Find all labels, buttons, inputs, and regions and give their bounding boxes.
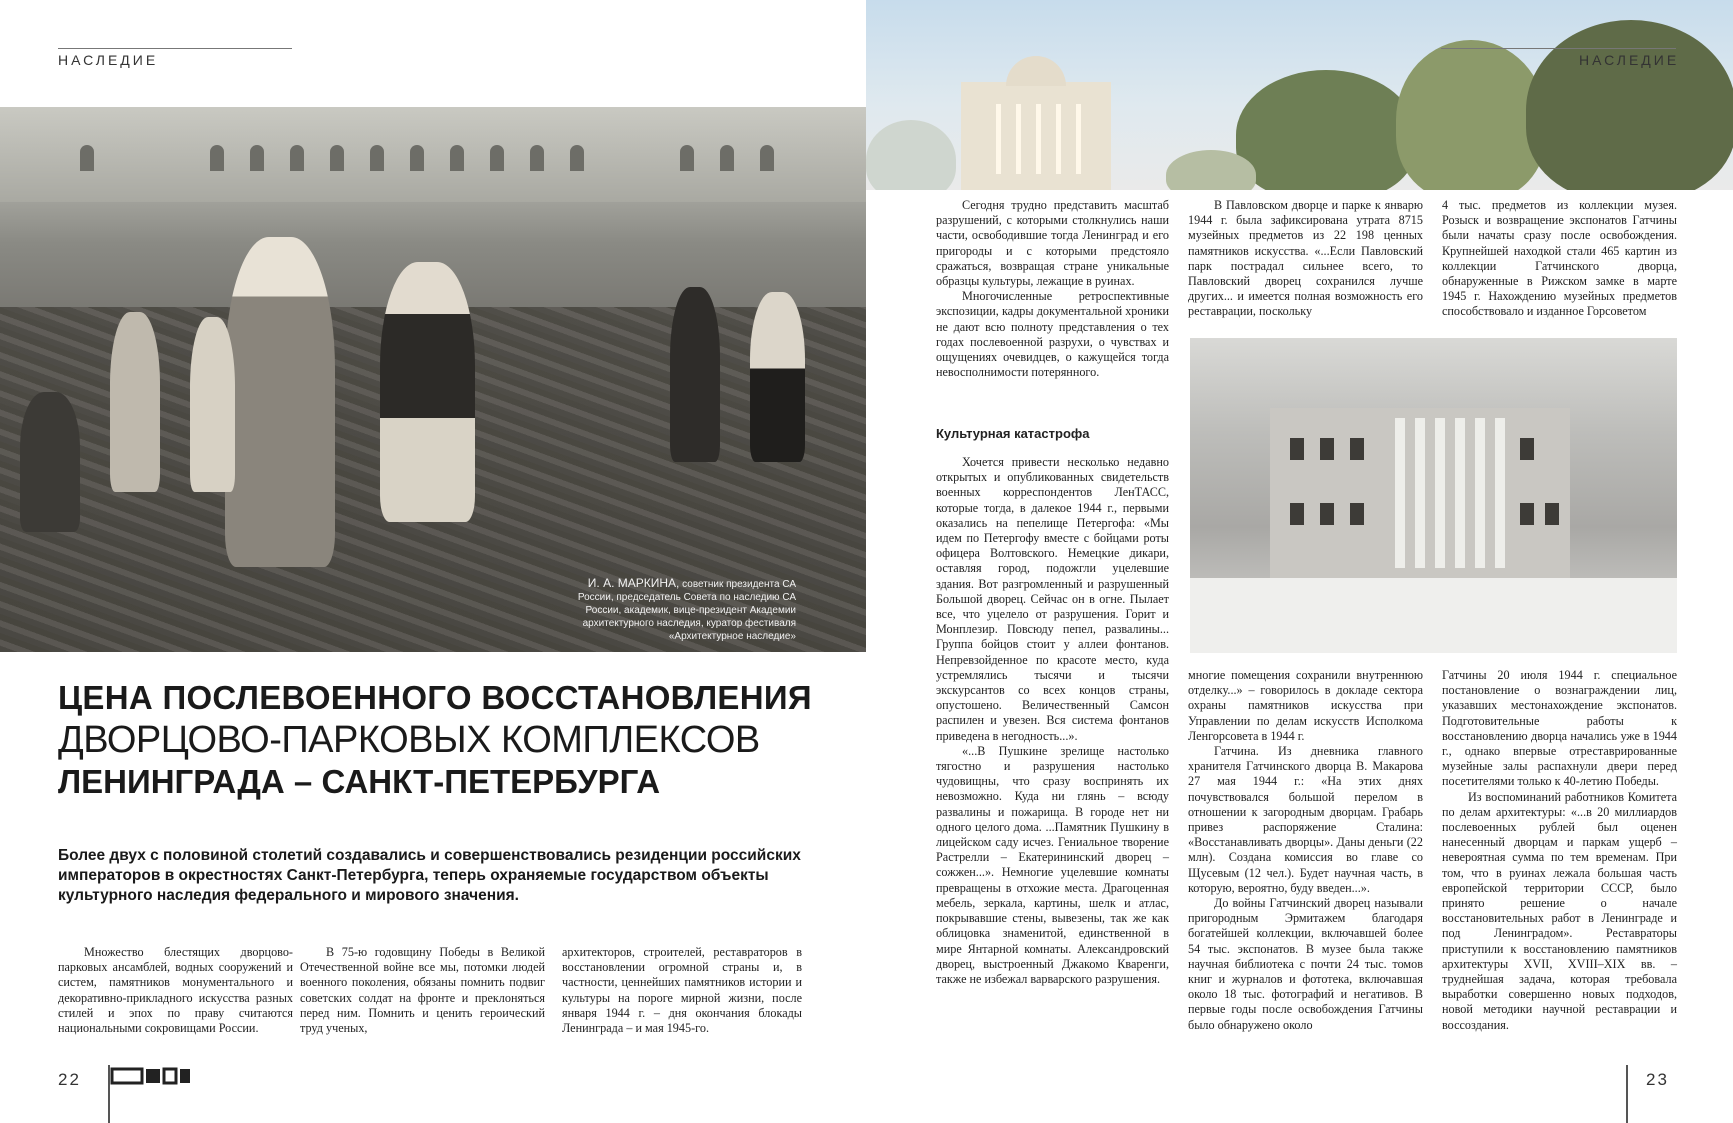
left-page — [0, 0, 866, 1123]
section-rule — [1441, 48, 1676, 49]
tree-shape — [1396, 40, 1546, 190]
headline-line-2: ДВОРЦОВО-ПАРКОВЫХ КОМПЛЕКСОВ — [58, 719, 760, 761]
worker-figure — [225, 237, 335, 567]
column-2-body: многие помещения сохранили внутреннюю отделку...» – говорилось в докладе сектора охраны памятников искусства при Управлении по делам искусств Исполкома Ленгорсовета в 1944 г. Гатчина. Из дневника главного хранителя Гатчинского дворца В. Макарова 27 мая 1944 г.: «На этих днях почувствовался большой перелом в отношении к загородным дворцам. Грабарь привез распоряжение Сталина: «Восстанавливать дворцы». Даны деньги (22 млн). Создана комиссия во главе со Щусевым (12 чел.). Будет научная часть, в которую, вероятно, буду введен...». До войны Гатчинский дворец называли пригородным Эрмитажем благодаря богатейшей коллекции, включавшей более 54 тыс. экспонатов. В музее была также научная библиотека с почти 24 тыс. томов книг и журналов и фототека, включавшая около 18 тыс. фотографий и негативов. В первые годы после освобождения Гатчины было обнаружено около — [1188, 668, 1423, 1032]
magazine-logo — [110, 1065, 194, 1087]
column-3-body: Гатчины 20 июля 1944 г. специальное постановление о вознаграждении лиц, указавших местонахождение экспонатов. Подготовительные работы к восстановлению дворца начались уже в 1944 г., однако впервые отреставрированные музейные залы распахнули двери перед посетителями только к 40-летию Победы. Из воспоминаний работников Комитета по делам архитектуры: «...в 20 миллиардов послевоенных рублей был оценен нанесенный дворцам и паркам ущерб – невероятная сумма по тем временам. При том, что в руинах лежала большая часть европейской территории СССР, было принято решение о начале восстановительных работ в Ленинграде и под Ленинградом». Реставраторы приступили к восстановлению памятников архитектуры XVII, XVIII–XIX вв. – труднейшая задача, которая требовала выработки совершенно новых подходов, новой методики научной реставрации и воссоздания. — [1442, 668, 1677, 1032]
tree-shape — [866, 120, 956, 190]
worker-figure — [670, 287, 720, 462]
body-column-2: В 75-ю годовщину Победы в Великой Отечественной войне все мы, потомки людей военного поколения, обязаны помнить подвиг советских солдат на фронте и преклоняться перед ним. Помнить и ценить героический труд ученых, — [300, 945, 545, 1036]
tree-shape — [1236, 70, 1416, 190]
gatchina-ruins-photo — [1190, 338, 1677, 653]
hero-photo — [0, 107, 866, 652]
page-number: 23 — [1646, 1070, 1669, 1089]
worker-figure — [20, 392, 80, 532]
column-2-top: В Павловском дворце и парке к январю 1944 г. была зафиксирована утрата 8715 музейных предметов из 22 198 ценных памятников искусства. «...Если Павловский парк пострадал сильнее всего, то Павловский дворец сохранился лучше других... и имеется полная возможность его реставрации, поскольку — [1188, 198, 1423, 319]
palace-facade — [961, 82, 1111, 190]
worker-figure — [380, 262, 475, 522]
caption-text: советник президента СА России, председатель Совета по наследию СА России, академик, вице-президент Академии архитектурного наследия, куратор фестиваля «Архитектурное наследие» — [577, 579, 796, 642]
body-column-1: Множество блестящих дворцово-парковых ансамблей, водных сооружений и систем, памятников монументального и декоративно-прикладного искусства разных стилей и эпох по праву считаются национальными сокровищами России. — [58, 945, 293, 1036]
worker-figure — [190, 317, 235, 492]
headline-line-3: ЛЕНИНГРАДА – САНКТ-ПЕТЕРБУРГА — [58, 763, 661, 800]
lead-paragraph: Более двух с половиной столетий создавались и совершенствовались резиденции российских императоров в окрестностях Санкт-Петербурга, теперь охраняемые государством объекты культурного наследия федерального и мирового значения. — [58, 847, 801, 904]
snow-foreground — [1190, 578, 1677, 653]
section-tag: НАСЛЕДИЕ — [1579, 52, 1680, 68]
tree-shape — [1526, 20, 1733, 190]
page-number: 22 — [58, 1070, 81, 1089]
column-1-body: Хочется привести несколько недавно открытых и опубликованных свидетельств военных корреспондентов ЛенТАСС, которые тогда, в далекое 1944 г., первыми оказались на пепелище Петергофа: «Мы идем по Петергофу вместе с бойцами роты офицера Волтовского. Немецкие дикари, оставляя город, подожгли уцелевшие здания. Вот разгромленный и разрушенный Большой дворец. Сейчас он в огне. Пылает все, что уцелело от разрушения. Горит и Монплезир. Повсюду пепел, развалины... Группа бойцов стоит у аллеи фонтанов. Непревзойденное по красоте место, куда устремлялись тысячи и тысячи экскурсантов со всех концов страны, опустошено. Величественный Самсон распилен и увезен. Вся система фонтанов приведена в негодность...». «...В Пушкине зрелище настолько тягостно и разрушения настолько чудовищны, что сразу воспринять их невозможно. Куда ни глянь – всюду развалины и пожарища. В городе нет ни одного целого дома. ...Памятник Пушкину в лицейском саду исчез. Гениальное творение Растрелли – Екатерининский дворец – сожжен...». Немногие уцелевшие комнаты превращены в отхожие места. Драгоценная мебель, зеркала, картины, шелк и атлас, покрывавшие стены, вывезены, так же как облицовка знаменитой, единственной в мире Янтарной комнаты. Александровский дворец, выстроенный Джакомо Кваренги, также не избежал варварского разрушения. — [936, 455, 1169, 986]
photo-caption — [560, 577, 796, 643]
subhead: Культурная катастрофа — [936, 426, 1090, 441]
footer-rule — [1626, 1065, 1628, 1123]
section-tag: НАСЛЕДИЕ — [58, 52, 159, 68]
headline-line-1: ЦЕНА ПОСЛЕВОЕННОГО ВОССТАНОВЛЕНИЯ — [58, 679, 812, 716]
worker-figure — [110, 312, 160, 492]
caption-name: И. А. МАРКИНА, — [587, 576, 680, 590]
body-column-3: архитекторов, строителей, реставраторов в восстановлении огромной страны и, в частности, ценнейших памятников истории и культуры на пороге мирной жизни, после января 1944 г. – дня окончания блокады Ленинграда – и мая 1945-го. — [562, 945, 802, 1036]
article-headline — [58, 678, 812, 802]
palace-background — [0, 107, 866, 202]
section-rule — [58, 48, 292, 49]
pavlovsk-palace-photo — [866, 0, 1733, 190]
column-3-top: 4 тыс. предметов из коллекции музея. Розыск и возвращение экспонатов Гатчины были начаты сразу после освобождения. Крупнейшей находкой стали 465 картин из коллекции Гатчинского дворца, обнаруженные в Рижском замке в марте 1945 г. Нахождению музейных предметов способствовало и изданное Горсоветом — [1442, 198, 1677, 319]
column-1-top: Сегодня трудно представить масштаб разрушений, с которыми столкнулись наши части, освободившие тогда Ленинград и его пригороды и с которыми предстояло сражаться, возвращая стране уникальные образцы культуры, лежащие в руинах. Многочисленные ретроспективные экспозиции, кадры документальной хроники не дают всю полноту представления о тех годах послевоенной разрухи, о чувствах и ощущениях очевидцев, о кажущейся тогда невосполнимости потерянного. — [936, 198, 1169, 380]
worker-figure — [750, 292, 805, 462]
